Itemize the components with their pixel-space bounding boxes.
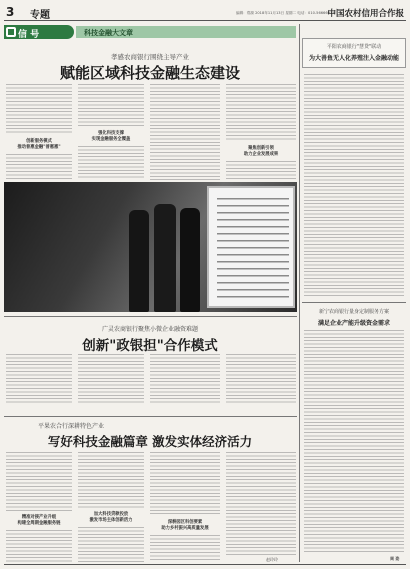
masthead — [4, 3, 406, 21]
story1-headline: 赋能区域科技金融生态建设 — [59, 64, 240, 82]
brand-label: 信 号 — [18, 30, 40, 40]
right-story2-kicker: 新宁农商银行量身定制服务方案 — [318, 309, 389, 315]
photo-notice-board — [207, 186, 295, 308]
edition-meta: 编辑：郑源 2018年11月13日 星期二 电话：010-56666033 — [236, 11, 335, 15]
column-banner — [4, 25, 296, 39]
brand-tag — [4, 25, 74, 39]
story1-text-col3 — [150, 84, 220, 180]
story3-text-col2a — [78, 452, 144, 508]
right-story1-heading-box — [302, 38, 406, 68]
right-story2-author: 周 姿 — [390, 556, 400, 561]
right-story2-text — [304, 330, 404, 554]
story1-text-col4a — [226, 84, 296, 142]
brand-square-icon — [6, 27, 16, 37]
story1-text-col1b — [6, 154, 72, 180]
story1-pull2: 强化科技支撑 实现金融服务全覆盖 — [91, 131, 131, 142]
story1-pull1: 创新服务模式 推动普惠金融"普惠惠" — [17, 139, 61, 150]
story3-text-col4 — [226, 452, 296, 556]
story3-text-col3b — [150, 535, 220, 562]
story3-author: 赵玲玲 — [266, 557, 278, 562]
right-column — [302, 24, 406, 569]
right-story1-text — [304, 74, 404, 296]
story3-text-col1a — [6, 452, 72, 512]
story3-kicker: 平果农合行深耕特色产业 — [38, 423, 105, 430]
story1-kicker: 孝感农商银行围绕主导产业 — [111, 53, 189, 61]
story2-kicker: 广灵农商银行聚焦小微企业融资难题 — [101, 326, 198, 333]
divider — [4, 316, 297, 317]
story1-pull3: 聚焦创新引领 助力企业发展成果 — [243, 146, 279, 157]
right-story1-kicker: 平阳农商银行"慧贷"联动 — [326, 44, 382, 50]
story1-text-col1a — [6, 84, 72, 134]
story2-text-col1 — [6, 354, 72, 404]
story3-text-col1b — [6, 530, 72, 562]
story3-pull1: 精准对接产业升级 构建全周期金融服务链 — [17, 515, 61, 526]
column-divider — [299, 24, 300, 562]
story1-text-col2a — [78, 84, 144, 128]
story3-headline: 写好科技金融篇章 激发实体经济活力 — [47, 434, 253, 449]
newspaper-name: 中国农村信用合作报 — [327, 9, 404, 19]
story3-text-col3a — [150, 452, 220, 516]
divider — [302, 302, 406, 303]
footer-rule — [4, 564, 406, 565]
story-photo — [4, 182, 297, 312]
right-story2-headline: 满足企业产能升级资金需求 — [317, 320, 390, 327]
story2-text-col4 — [226, 354, 296, 404]
story1-text-col2b — [78, 146, 144, 180]
story1-text-col4b — [226, 161, 296, 180]
story2-headline: 创新"政银担"合作模式 — [82, 338, 218, 354]
photo-person-3 — [180, 208, 200, 312]
column-title: 科技金融大文章 — [76, 26, 296, 38]
section-title: 专题 — [30, 10, 50, 21]
story3-text-col2b — [78, 527, 144, 562]
story3-pull3: 深耕园区科创要素 助力乡村振兴高质量发展 — [161, 520, 209, 531]
story3-pull2: 加大科技贷款投放 激发市场主体创新活力 — [89, 512, 133, 523]
divider — [4, 416, 297, 417]
story2-text-col3 — [150, 354, 220, 404]
right-story1-headline: 为大善鱼无人化养殖注入金融动能 — [308, 55, 399, 62]
photo-person-2 — [154, 204, 176, 312]
photo-person-1 — [129, 210, 149, 312]
page-number: 3 — [6, 5, 15, 19]
story2-text-col2 — [78, 354, 144, 404]
